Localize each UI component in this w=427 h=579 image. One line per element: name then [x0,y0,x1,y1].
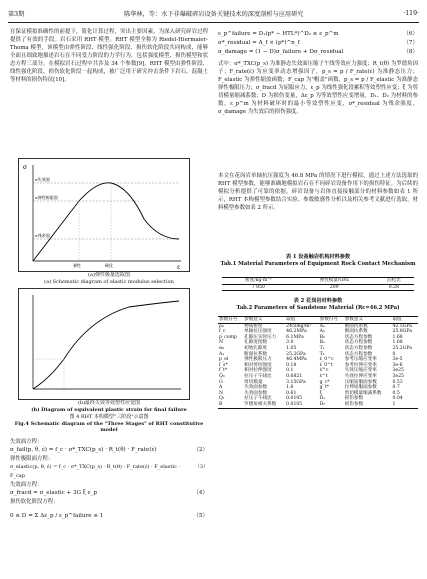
table-cell: 0.61 [286,390,297,396]
equation-2 [10,446,208,455]
table-2-header-cell: 参数符号 [319,317,344,324]
page-number: ·119· [403,9,419,17]
figure-b-caption-en: (b) Diagram of equivalent plastic strain for final failure [31,407,187,413]
table-cell: 孔隙压实时压力 [244,334,277,340]
equation-2-number: （2） [193,447,208,453]
table-cell: B₁ [319,340,325,346]
table-cell: 0.5 [392,390,400,396]
table-cell: T₁ [319,345,325,351]
table-cell: 0.0105 [286,396,303,402]
table-cell: 2450kg/m³ [286,323,312,329]
table-cell: 弹性极限压力 [244,357,272,363]
table-cell: D₂ [319,402,344,408]
table-cell: 参考拉伸应变率 [344,362,377,368]
table-cell: 状态方程参数 [344,340,373,346]
table-cell: f_s* [219,362,228,368]
table-cell: 0.1 [286,368,294,374]
equation-5-body: 0 ≤ D = Σ Δε_p / ε_p^failure ≤ 1 [10,513,104,519]
equation-4-number: （4） [193,490,208,496]
table-cell: 25.8GPa [392,329,412,335]
table-cell: 参考压缩应变率 [344,357,377,363]
table-cell: 损伤参数 [344,402,392,408]
table-cell: G [219,379,223,385]
table-1-header-modulus: 弹性模量/GPa [295,278,374,285]
equation-7-body: σ*_residual = A_f × (p*)^n_f [218,40,300,46]
table-cell: 1 [391,402,418,408]
table-1-grid [222,277,414,291]
table-cell: 相对拉伸强度 [244,368,272,374]
table-cell: 拉压子午线比 [244,373,272,379]
figure-b-caption-cn: (b)最终失效等效塑性应变图 [77,400,141,406]
table-cell: 3.0 [286,340,294,346]
figure-a-plot [19,159,189,271]
table-2-title-cn: 表 2 花岗岩材料参数 [293,298,343,304]
table-2 [218,316,418,409]
stress-surface-label: 失效面方程： [10,482,43,488]
table-cell: N [219,340,224,346]
table-cell: 孔隙度指数 [244,340,268,346]
equation-8-body: σ_damage = (1 − D)σ_failure + Dσ_residual [218,49,344,55]
figure-a-caption-cn: (a)弹性极量选取图 [88,272,130,278]
table-cell: 3.15GPa [286,379,306,385]
table-cell: 0 [392,351,396,357]
failure-surface-label: 失效面方程： [10,439,43,445]
table-cell: 1.68 [392,340,403,346]
table-cell: A₃ [319,329,325,335]
table-cell: 0.28 [374,284,414,291]
table-cell: B₀ [319,334,325,340]
residual-surface-label: σ残余面 [35,233,50,238]
table-2-body [218,323,418,408]
table-cell: 状态方程参数 [344,351,373,357]
table-1-title-cn: 表 1 设备触岩机构材料参数 [285,254,351,260]
left-intro-paragraph: 在保证模拟准确性的前提下，简化计算过程，突出主要因素，为深入研究碎岩过程提供了有效的手段。岩石采用 RHT 模型。RHT 模型全称为 Riedel-Hiermaier-Thoma 模型，该模型由弹性阶段、线性强化阶段、损伤软化阶段共同构成，能够全面且细致地描述岩石在不同受力阶段的力学行为，包括强度模型、损伤模型和状态方程三部分。在模拟岩石过程中共涉及 34 个参数[9]。RHT 模型由弹性阶段、线性强化阶段、损伤软化阶段一起构成，被广泛用于研究冲击条件下岩石、混凝土等材料的损伤特征[10]。 [10,29,208,83]
simulation-paragraph: 本文在花岗岩单轴抗压强度为 46.8 MPa 的情况下进行模拟，通过上述方法选取的 RHT 模型参数，能够准确地模拟岩石在不同碎岩设备作用下的损伤特征。为后续的模拟分析提供了可靠的依据。碎岩设备与岩体直接接触部分的材料参数如表 1 所示，RHT 本构模型参数结合实验、参数敏感性分析以及相关参考文献进行选取，材料模型参数如表 2 所示。 [218,173,418,211]
hardening-point-label: 硬化 [105,263,113,268]
figure-b [18,288,190,400]
table-cell: 42.5GPa [392,323,412,329]
table-cell: 3e-6 [392,362,403,368]
table-cell: g_t* [319,385,329,391]
table-cell: 状态方程参数 [344,345,373,351]
table-cell: 0.18 [286,362,297,368]
table-cell: T₂ [319,351,325,357]
table-cell: N [219,390,224,396]
damage-softening-label: 损伤软化阶段方程： [10,499,59,505]
page-header [8,6,419,20]
table-cell: 7 850 [222,284,295,291]
table-cell: 拉压子午线比 [244,396,272,402]
table-cell: ε̇^c [319,368,329,374]
figure-4-caption-en: Fig.4 Schematic diagram of the "Three Stages" of RHT constitutive model [14,421,204,434]
table-cell: 单轴抗压强度 [244,329,272,335]
equation-5-number: （5） [193,513,208,519]
table-cell: 拉伸屈服面参数 [344,385,377,391]
table-2-header-cell: 参数符号 [218,317,243,324]
table-cell: 初始孔隙度 [244,345,268,351]
table-2-header-cell: 参数意义 [243,317,285,324]
table-cell: 剪切模量 [244,379,263,385]
table-2-header-cell: 取值 [285,317,318,324]
table-cell: 0.6821 [286,373,303,379]
table-cell: 物质密度 [244,323,263,329]
table-1 [222,277,414,291]
table-cell: f_t* [219,368,228,374]
table-1-title-en: Tab.1 Material Parameters of Equipment Rock Contact Mechanism [220,261,416,267]
running-title: 陈华林，等：水下非爆破碎岩设备关键技术的深度剖析与应用研究 [124,10,304,18]
table-cell: D₁ [319,396,326,402]
figure-4-caption-cn: 图 4 RHT 本构模型"三阶段"示意图 [69,414,149,420]
table-cell: 状态方程参数 [344,334,373,340]
equation-3 [10,463,208,481]
fail-surface-label: σ失效面 [35,177,50,182]
failure-strain-curve [33,301,179,389]
table-row [218,402,418,408]
table-2-header-cell: 参数意义 [344,317,392,324]
table-cell: ε̇_0^c [319,357,334,363]
table-cell: Q₀ [219,373,225,379]
elastic-surface-eq-label: 弹性极限面方程： [10,456,54,462]
table-cell: Q₁ [219,396,225,402]
y-axis-label: σ [23,164,28,171]
table-cell: 失效拉伸应变率 [344,373,377,379]
table-cell: p_el [219,357,229,363]
table-cell: ρ₀ [219,323,224,329]
equation-6-number: （6） [403,31,418,37]
table-cell: 损伤参数 [344,396,364,402]
figure-b-plot [19,289,189,399]
table-cell: 0.53 [392,379,403,385]
equation-7 [218,39,418,48]
table-2-header-row [218,317,418,324]
figure-a [18,158,190,272]
table-cell: 压缩屈服面参数 [344,379,377,385]
equation-3-number: （3） [194,464,208,470]
header-rule [8,22,419,23]
table-2-header-cell: 取值 [391,317,418,324]
equation-7-number: （7） [403,40,418,46]
table-cell: 断面抗系数 [244,351,268,357]
table-row [222,284,414,291]
table-cell: ε̇_0^t [319,362,333,368]
table-cell: 失效面参数 [244,385,268,391]
equation-3-body: σ_elastic(p, θ, ε̇) = f_c · σ*_TXC(p_s) · R_t(θ) · F_rate(ε̇) · F_elastic · F_cap [10,464,180,479]
table-cell: A₁ [219,351,225,357]
table-cell: ε̇^t [319,373,328,379]
issue-number: 第3期 [8,10,25,18]
elastic-surface-label: σ弹性极限面 [35,195,58,200]
table-cell: 相对剪切强度 [244,362,272,368]
table-cell: 断面抗系数 [344,323,368,329]
table-cell: B [218,402,243,408]
table-cell: 3e25 [392,368,404,374]
table-cell: p_comp [219,334,237,340]
equation-6 [218,30,418,39]
equation-5 [10,512,208,521]
figure-a-caption-en: (a) Schematic diagram of elastic modulus selection [44,279,174,285]
table-cell: 6.1MPa [286,334,304,340]
table-1-header-poisson: 泊松比 [374,278,414,285]
table-cell: 1.05 [286,345,297,351]
table-cell: 46.4MPa [286,357,307,363]
table-cell: 罗德角相关系数 [243,402,285,408]
table-cell: 0.7 [392,385,400,391]
table-cell: 0.04 [392,396,403,402]
table-cell: 209 [295,284,374,291]
equation-4-body: σ_fracd = σ_elastic + 3G ξ ε_p [10,490,97,496]
table-1-header-density: 密度/kg·m⁻³ [222,278,295,285]
table-cell: 1.68 [392,334,403,340]
table-cell: 1.6 [286,385,294,391]
equation-2-body: σ_fail(p, θ, ε̇) = f_c · σ*_TXC(p_s) · R_t(θ) · F_rate(ε̇) [10,447,157,453]
symbol-explanation: 式中：σ*_TXC(p_s) 为准静态失效面压缩子午线等效应力强度；R_t(θ) 为罗德角因子；F_rate(ε̇) 为应变率动态增强因子，p_s = p / F_rate(ε̇) 为准静态压力；F_elastic 为弹性缩放函数；F_cap 为"帽盖"函数，p_s = p / F_elastic 为准静态弹性极限压力；σ_fracd 为屈服应力，ε_p 为线性强化段累积等效塑性应变；ξ 为剪切模量缩减系数；D 为损伤变量，Δε_p 为等效塑性应变增量，D₁、D₂ 为材料的参数，ε_p^m 为材料破坏时的最小等效塑性应变，σ*_residual 为残余强度，σ_damage 为失效后的损伤强度。 [218,61,418,115]
table-cell: α₀ [219,345,224,351]
table-cell: A [219,385,223,391]
table-cell: f_c [219,329,226,335]
equation-8 [218,48,418,57]
table-cell: 0.0105 [285,402,318,408]
table-2-title-en: Tab.2 Parameters of Sandstone Material (Rc=46.2 MPa) [236,305,400,311]
table-cell: 失效面参数 [244,390,268,396]
table-cell: 25.2GPa [286,351,306,357]
elastic-point-label: 弹性 [73,263,81,268]
equation-8-number: （8） [403,49,418,55]
x-axis-label: ε [177,264,181,271]
table-cell: 断面抗系数 [344,329,368,335]
table-2-grid [218,316,418,409]
table-cell: 25.2GPa [392,345,412,351]
table-cell: 剪切模量缩减系数 [344,390,382,396]
table-cell: 46.2MPa [286,329,307,335]
table-cell: 3e25 [392,373,404,379]
table-cell: 失效压缩应变率 [344,368,377,374]
equation-block-left [10,438,208,521]
equation-4 [10,489,208,498]
table-cell: A₂ [319,323,325,329]
table-cell: 3e-5 [392,357,403,363]
equation-6-body: ε_p^failure = D₁(p* − HTL*)^D₂ ≥ ε_p^m [218,31,339,37]
equation-block-right [218,30,418,57]
table-cell: ξ [319,390,323,396]
table-cell: g_c* [319,379,330,385]
